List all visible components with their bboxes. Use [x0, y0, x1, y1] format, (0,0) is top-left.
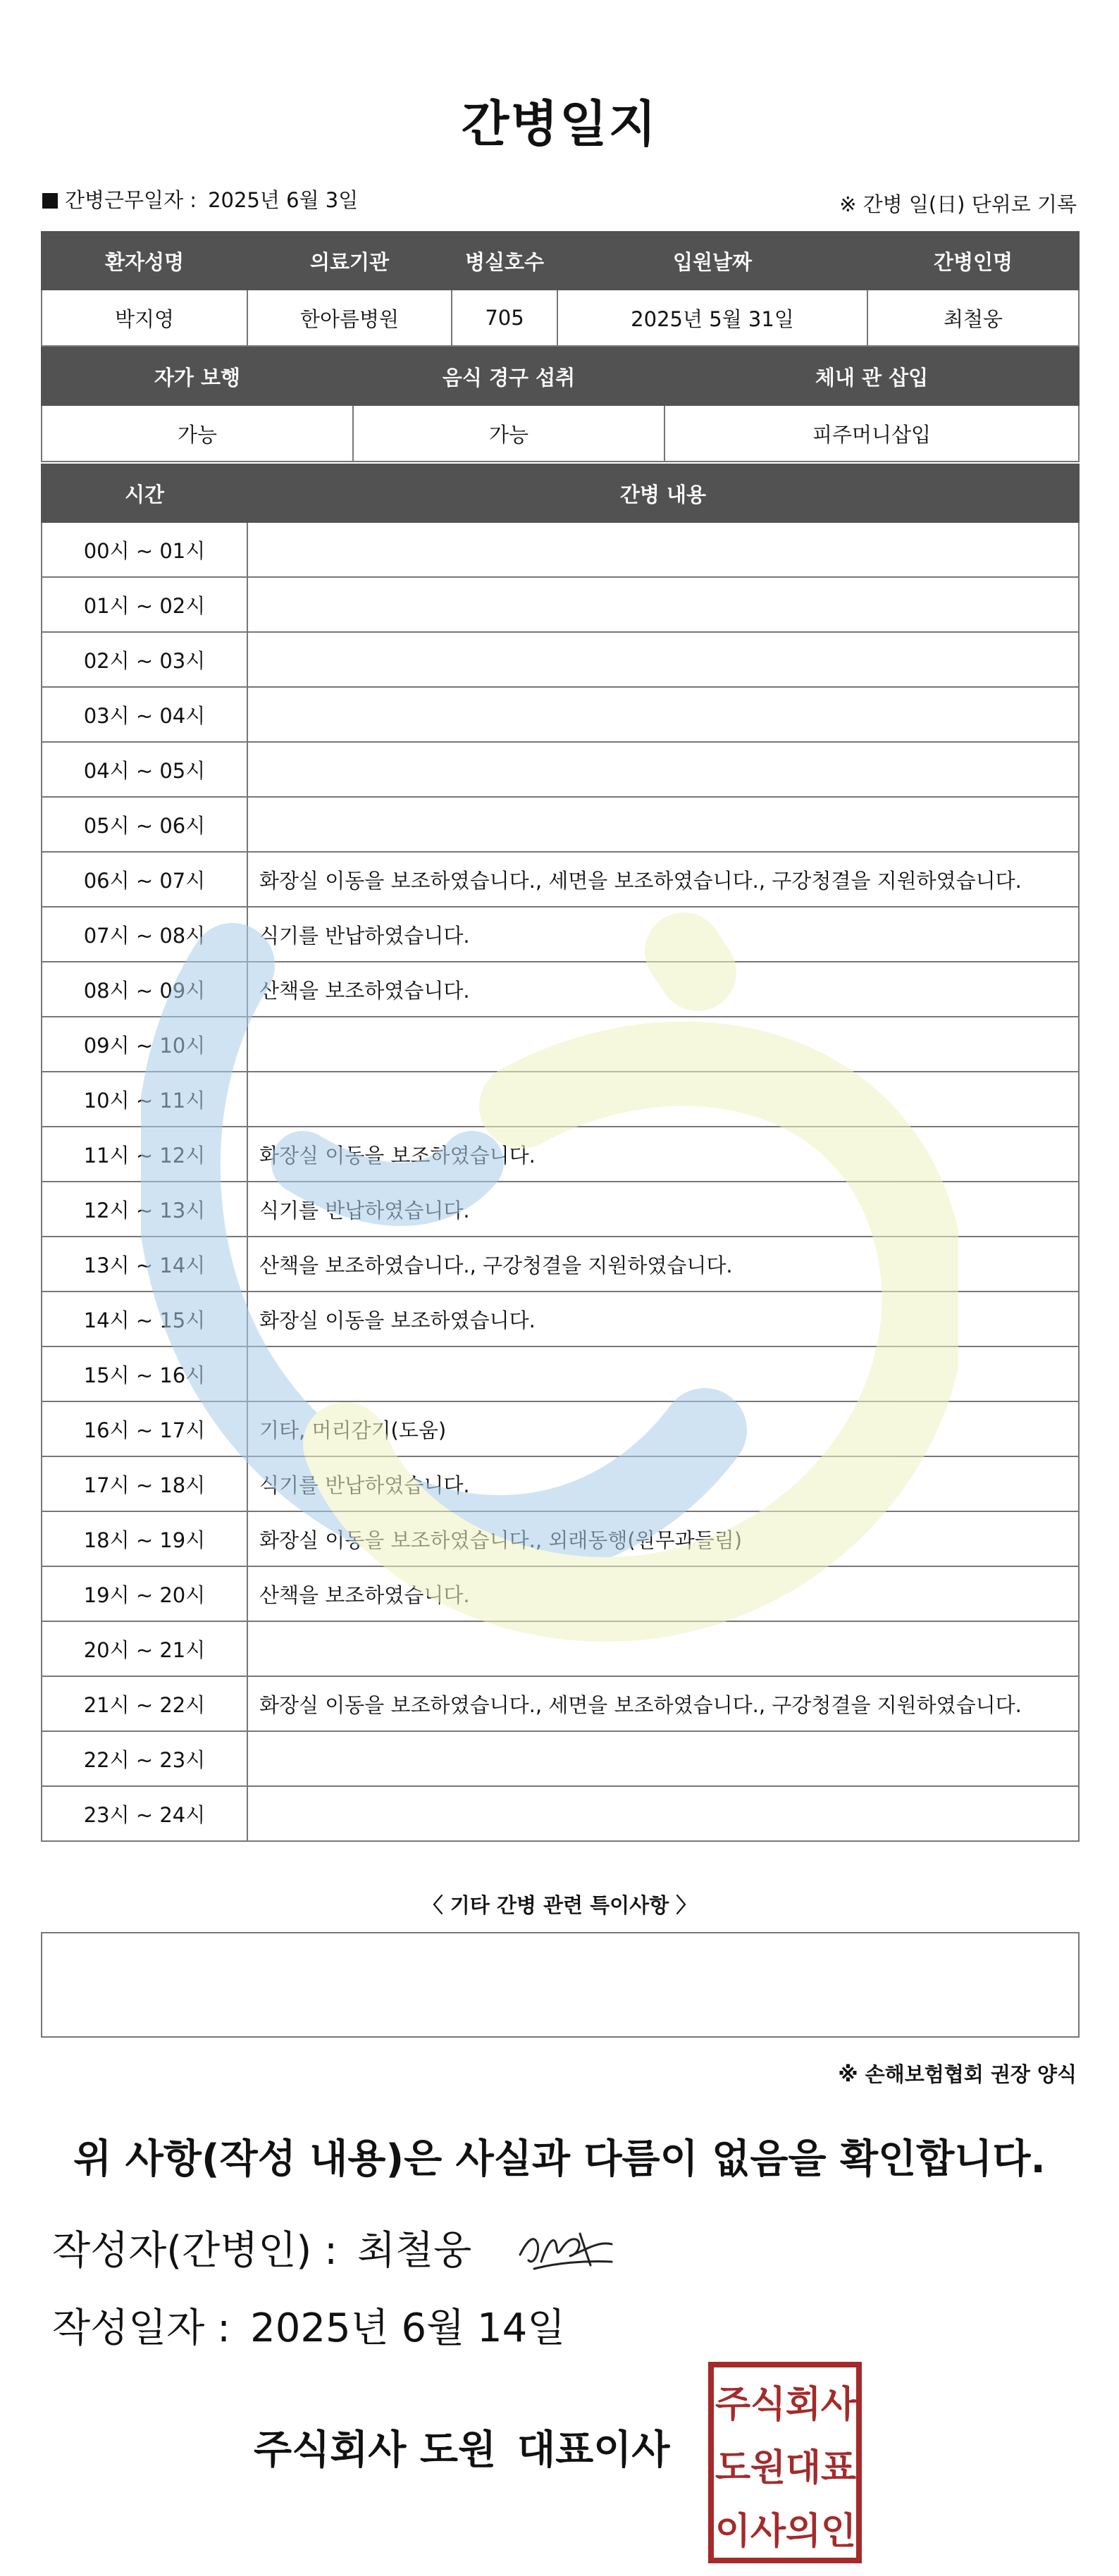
time-cell: 20시 ~ 21시 [42, 1621, 247, 1676]
time-cell: 07시 ~ 08시 [42, 907, 247, 962]
content-cell: 산책을 보조하였습니다. [247, 962, 1079, 1017]
time-cell: 15시 ~ 16시 [42, 1346, 247, 1401]
log-header-row [42, 464, 1079, 522]
work-date-value: 2025년 6월 3일 [208, 188, 359, 212]
time-cell: 12시 ~ 13시 [42, 1182, 247, 1237]
time-cell: 13시 ~ 14시 [42, 1237, 247, 1292]
content-cell: 화장실 이동을 보조하였습니다., 세면을 보조하였습니다., 구강청결을 지원하였습니다. [247, 852, 1079, 907]
svg-text:표: 표 [820, 2447, 857, 2489]
header-patient-name: 환자성명 [42, 232, 247, 290]
time-cell: 04시 ~ 05시 [42, 742, 247, 797]
content-cell: 식기를 반납하였습니다. [247, 1182, 1079, 1237]
table-row [42, 797, 1079, 852]
header-time: 시간 [42, 464, 247, 522]
content-cell [247, 1621, 1079, 1676]
walking-value: 가능 [42, 405, 353, 462]
patient-status-table [41, 347, 1080, 462]
table-row [42, 522, 1079, 577]
table-row [42, 1566, 1079, 1621]
writer-label: 작성자(간병인) : [52, 2228, 338, 2274]
company-name: 주식회사 도원 [254, 2427, 497, 2473]
table-row [42, 1731, 1079, 1786]
form-note: ※ 손해보험협회 권장 양식 [838, 2062, 1077, 2086]
content-cell: 기타, 머리감기(도움) [247, 1401, 1079, 1456]
work-date [42, 185, 358, 213]
time-cell: 02시 ~ 03시 [42, 632, 247, 687]
tube-value: 피주머니삽입 [664, 405, 1079, 462]
table-row [42, 1511, 1079, 1566]
work-date-label: 간병근무일자 : [65, 188, 197, 212]
content-cell [247, 742, 1079, 797]
table-row [42, 1292, 1079, 1346]
table-row [42, 632, 1079, 687]
table-row [42, 1346, 1079, 1401]
writer-line [52, 2219, 471, 2276]
content-cell [247, 632, 1079, 687]
header-care-content: 간병 내용 [247, 464, 1079, 522]
log-body [42, 522, 1079, 1841]
company-line [254, 2419, 669, 2475]
square-bullet-icon [42, 193, 58, 209]
status-value-row [42, 405, 1079, 462]
content-cell: 화장실 이동을 보조하였습니다. [247, 1292, 1079, 1346]
time-cell: 11시 ~ 12시 [42, 1127, 247, 1182]
writer-name: 최철웅 [357, 2228, 472, 2274]
time-cell: 03시 ~ 04시 [42, 687, 247, 742]
table-row [42, 1456, 1079, 1511]
caregiver-name: 최철웅 [867, 290, 1079, 346]
header-hospital: 의료기관 [247, 232, 452, 290]
table-row [42, 1072, 1079, 1127]
time-cell: 17시 ~ 18시 [42, 1456, 247, 1511]
patient-header-row [42, 232, 1079, 290]
svg-text:대: 대 [785, 2447, 822, 2489]
svg-text:회: 회 [785, 2384, 822, 2426]
svg-text:이: 이 [715, 2510, 751, 2553]
content-cell: 화장실 이동을 보조하였습니다., 외래동행(원무과들림) [247, 1511, 1079, 1566]
table-row [42, 1786, 1079, 1841]
care-log-table [41, 464, 1080, 1842]
table-row [42, 1621, 1079, 1676]
table-row [42, 742, 1079, 797]
patient-info-table [41, 231, 1080, 347]
page-title: 간병일지 [461, 95, 658, 153]
content-cell: 식기를 반납하였습니다. [247, 1456, 1079, 1511]
svg-text:식: 식 [750, 2384, 786, 2426]
time-cell: 19시 ~ 20시 [42, 1566, 247, 1621]
svg-text:인: 인 [820, 2510, 857, 2553]
time-cell: 21시 ~ 22시 [42, 1676, 247, 1731]
notes-box [41, 1932, 1080, 2038]
time-cell: 10시 ~ 11시 [42, 1072, 247, 1127]
header-tube: 체내 관 삽입 [664, 347, 1079, 405]
content-cell: 화장실 이동을 보조하였습니다., 세면을 보조하였습니다., 구강청결을 지원하였습니다. [247, 1676, 1079, 1731]
notes-label: 〈 기타 간병 관련 특이사항 〉 [422, 1893, 697, 1917]
time-cell: 05시 ~ 06시 [42, 797, 247, 852]
time-cell: 14시 ~ 15시 [42, 1292, 247, 1346]
written-date-line [52, 2297, 565, 2353]
table-row [42, 907, 1079, 962]
content-cell: 산책을 보조하였습니다., 구강청결을 지원하였습니다. [247, 1237, 1079, 1292]
header-admission-date: 입원날짜 [557, 232, 867, 290]
table-row [42, 1182, 1079, 1237]
patient-name: 박지영 [42, 290, 247, 346]
content-cell [247, 1731, 1079, 1786]
content-cell: 산책을 보조하였습니다. [247, 1566, 1079, 1621]
table-row [42, 1017, 1079, 1072]
signature-icon [513, 2212, 619, 2283]
content-cell [247, 1072, 1079, 1127]
room-number: 705 [452, 290, 557, 346]
time-cell: 06시 ~ 07시 [42, 852, 247, 907]
content-cell [247, 797, 1079, 852]
time-cell: 08시 ~ 09시 [42, 962, 247, 1017]
header-caregiver: 간병인명 [867, 232, 1079, 290]
table-row [42, 1676, 1079, 1731]
svg-text:의: 의 [785, 2510, 822, 2553]
header-oral-intake: 음식 경구 섭취 [353, 347, 664, 405]
oral-intake-value: 가능 [353, 405, 664, 462]
content-cell [247, 577, 1079, 632]
table-row [42, 962, 1079, 1017]
table-row [42, 577, 1079, 632]
hospital-name: 한아름병원 [247, 290, 452, 346]
table-row [42, 852, 1079, 907]
confirmation-statement: 위 사항(작성 내용)은 사실과 다름이 없음을 확인합니다. [73, 2136, 1046, 2182]
time-cell: 22시 ~ 23시 [42, 1731, 247, 1786]
admission-date: 2025년 5월 31일 [557, 290, 867, 346]
svg-text:주: 주 [715, 2384, 751, 2426]
svg-text:도: 도 [715, 2447, 751, 2489]
record-note: ※ 간병 일(日) 단위로 기록 [839, 192, 1077, 216]
content-cell: 화장실 이동을 보조하였습니다. [247, 1127, 1079, 1182]
content-cell [247, 1346, 1079, 1401]
company-seal-icon [707, 2360, 863, 2565]
representative-title: 대표이사 [517, 2427, 670, 2473]
content-cell [247, 522, 1079, 577]
svg-text:사: 사 [820, 2384, 857, 2426]
status-header-row [42, 347, 1079, 405]
header-room: 병실호수 [452, 232, 557, 290]
time-cell: 00시 ~ 01시 [42, 522, 247, 577]
content-cell [247, 1017, 1079, 1072]
header-walking: 자가 보행 [42, 347, 353, 405]
written-date-value: 2025년 6월 14일 [250, 2305, 566, 2351]
written-date-label: 작성일자 : [52, 2305, 231, 2351]
content-cell: 식기를 반납하였습니다. [247, 907, 1079, 962]
time-cell: 01시 ~ 02시 [42, 577, 247, 632]
table-row [42, 1127, 1079, 1182]
patient-value-row [42, 290, 1079, 346]
time-cell: 16시 ~ 17시 [42, 1401, 247, 1456]
time-cell: 23시 ~ 24시 [42, 1786, 247, 1841]
table-row [42, 1401, 1079, 1456]
content-cell [247, 687, 1079, 742]
time-cell: 09시 ~ 10시 [42, 1017, 247, 1072]
table-row [42, 1237, 1079, 1292]
svg-text:원: 원 [750, 2447, 786, 2489]
time-cell: 18시 ~ 19시 [42, 1511, 247, 1566]
table-row [42, 687, 1079, 742]
svg-text:사: 사 [750, 2510, 786, 2553]
content-cell [247, 1786, 1079, 1841]
